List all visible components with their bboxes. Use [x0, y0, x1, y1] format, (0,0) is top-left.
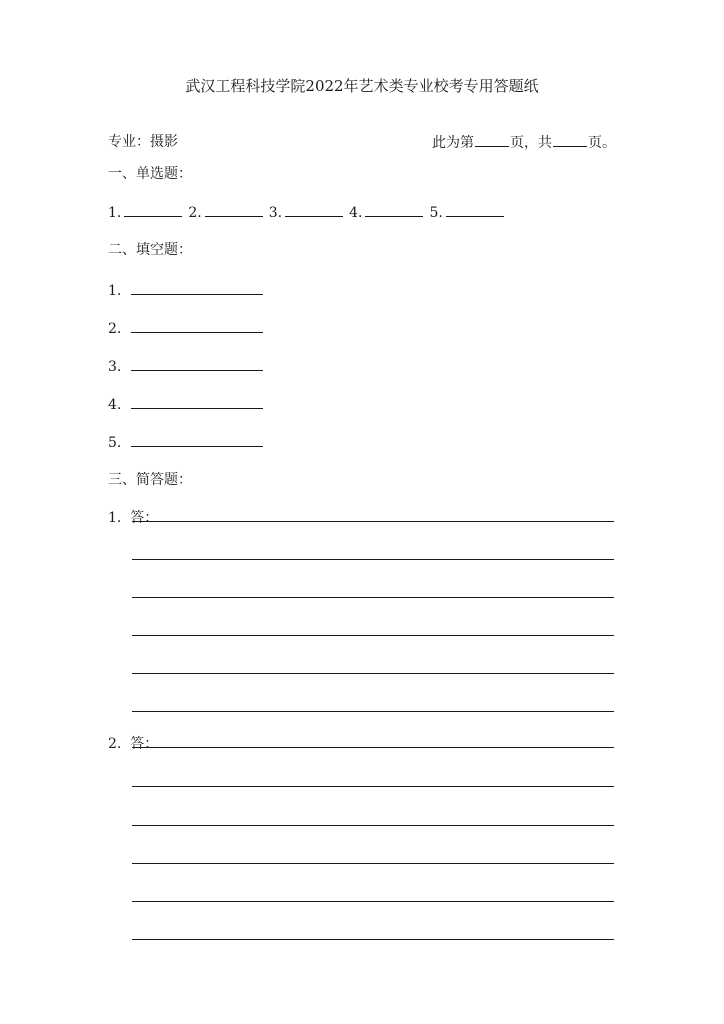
- choice-answer-row: [108, 202, 510, 223]
- section-single-choice: 一、单选题：: [108, 166, 192, 182]
- answer-line[interactable]: [132, 901, 614, 902]
- answer-line[interactable]: [132, 521, 614, 522]
- fill-blank-item: [108, 432, 263, 453]
- fill-number: 1.: [108, 283, 122, 299]
- major-label: 专业：: [108, 134, 150, 150]
- answer-prefix: 答：: [130, 510, 159, 526]
- choice-item: [349, 202, 423, 223]
- choice-item: [429, 202, 503, 223]
- total-pages-blank[interactable]: [553, 132, 587, 147]
- fill-blank-line[interactable]: [131, 432, 263, 447]
- choice-number: 1.: [108, 205, 122, 221]
- fill-number: 4.: [108, 397, 122, 413]
- choice-item: [269, 202, 343, 223]
- answer-line[interactable]: [132, 939, 614, 940]
- current-page-blank[interactable]: [475, 132, 509, 147]
- choice-item: [188, 202, 262, 223]
- major-line: [108, 132, 178, 152]
- answer-line[interactable]: [132, 786, 614, 787]
- fill-blank-item: [108, 394, 263, 415]
- choice-blank[interactable]: [205, 202, 263, 217]
- answer-line[interactable]: [132, 559, 614, 560]
- answer-line[interactable]: [132, 747, 614, 748]
- answer-line[interactable]: [132, 673, 614, 674]
- choice-blank[interactable]: [446, 202, 504, 217]
- answer-line[interactable]: [132, 825, 614, 826]
- choice-number: 4.: [349, 205, 363, 221]
- section-short-answer: 三、简答题：: [108, 472, 192, 488]
- choice-number: 5.: [429, 205, 443, 221]
- fill-blank-line[interactable]: [131, 280, 263, 295]
- section-fill-blank: 二、填空题：: [108, 242, 192, 258]
- fill-blank-line[interactable]: [131, 394, 263, 409]
- fill-number: 2.: [108, 321, 122, 337]
- page-middle: 页，共: [510, 135, 552, 151]
- answer-number: 2.: [108, 736, 122, 752]
- fill-blank-item: [108, 356, 263, 377]
- fill-number: 5.: [108, 435, 122, 451]
- answer-line[interactable]: [132, 711, 614, 712]
- major-value: 摄影: [150, 134, 178, 150]
- fill-blank-line[interactable]: [131, 356, 263, 371]
- page-number-line: [432, 132, 616, 153]
- answer-line[interactable]: [132, 863, 614, 864]
- answer-label: [108, 734, 158, 754]
- page-title: 武汉工程科技学院2022年艺术类专业校考专用答题纸: [185, 77, 539, 95]
- page-prefix: 此为第: [432, 135, 474, 151]
- choice-number: 2.: [188, 205, 202, 221]
- answer-line[interactable]: [132, 635, 614, 636]
- choice-item: [108, 202, 182, 223]
- page-suffix: 页。: [588, 135, 616, 151]
- answer-line[interactable]: [132, 597, 614, 598]
- fill-blank-item: [108, 280, 263, 301]
- choice-number: 3.: [268, 205, 283, 221]
- choice-blank[interactable]: [124, 202, 182, 217]
- choice-blank[interactable]: [285, 202, 343, 217]
- choice-blank[interactable]: [365, 202, 423, 217]
- fill-blank-item: [108, 318, 263, 339]
- fill-blank-line[interactable]: [131, 318, 263, 333]
- answer-prefix: 答：: [130, 736, 159, 752]
- fill-number: 3.: [108, 359, 122, 375]
- answer-number: 1.: [108, 510, 122, 526]
- answer-label: [108, 508, 158, 528]
